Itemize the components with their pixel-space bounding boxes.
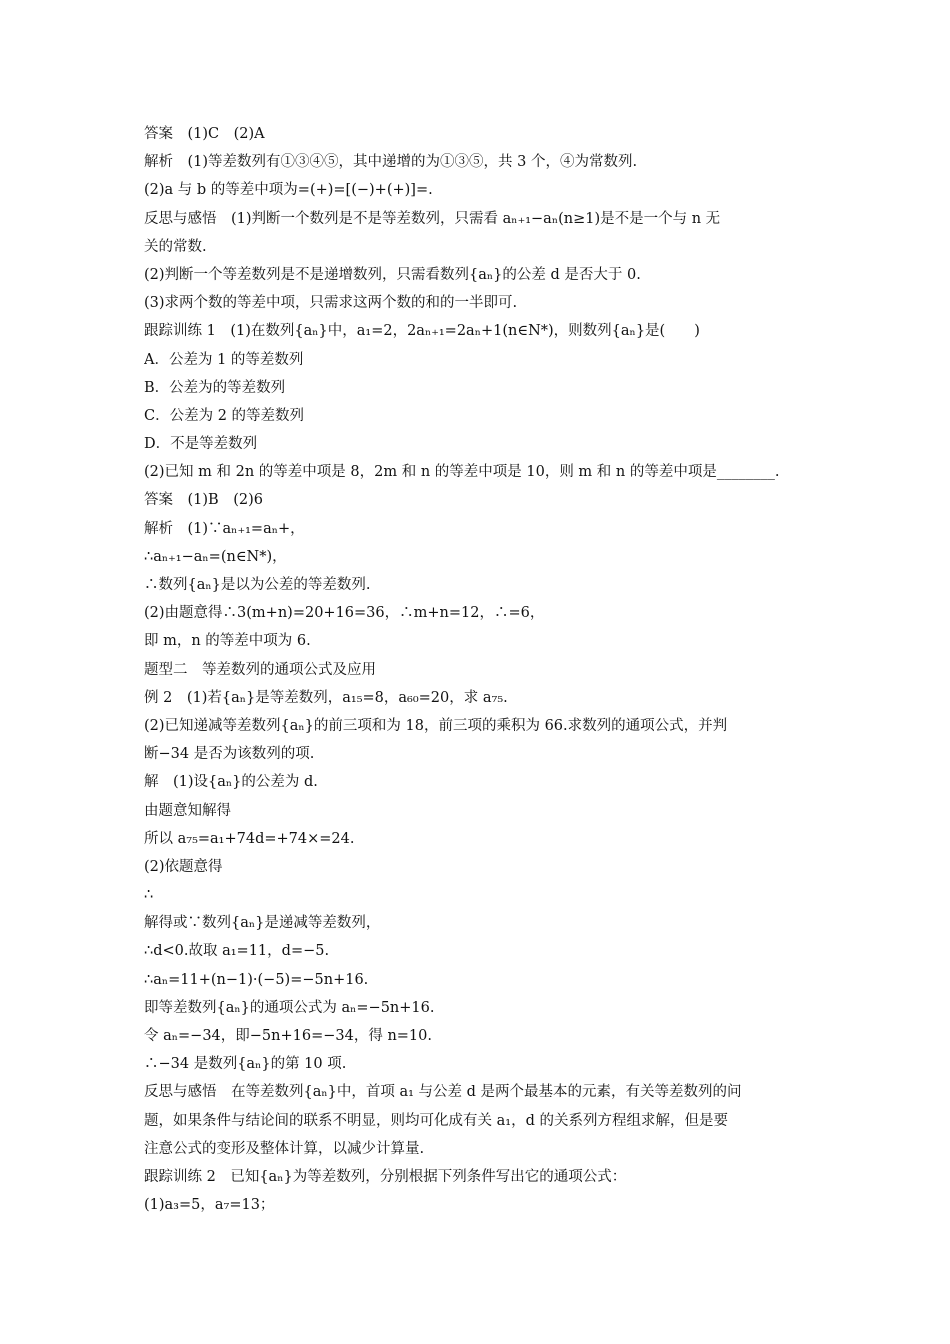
section-heading: 题型二 等差数列的通项公式及应用: [144, 661, 376, 678]
answer-line-1: 答案 (1)C (2)A: [144, 126, 265, 142]
example-2-line-3: 断−34 是否为该数列的项.: [144, 746, 315, 763]
solution-line-9: 即等差数列{aₙ}的通项公式为 aₙ=−5n+16.: [144, 999, 435, 1016]
example-2-line-2: (2)已知递减等差数列{aₙ}的前三项和为 18，前三项的乘积为 66.求数列的通项公式，并判: [144, 717, 728, 734]
document-body: [144, 120, 814, 1219]
reflection-line-1: 反思与感悟 (1)判断一个数列是不是等差数列，只需看 aₙ₊₁−aₙ(n≥1)是不是一个与 n 无: [144, 210, 721, 227]
reflection-line-4: (3)求两个数的等差中项，只需求这两个数的和的一半即可.: [144, 295, 518, 312]
solution-line-2: 由题意知解得: [144, 802, 231, 819]
exercise-2-line-1: 跟踪训练 2 已知{aₙ}为等差数列，分别根据下列条件写出它的通项公式：: [144, 1168, 627, 1185]
analysis-2-line-1: 解析 (1)∵aₙ₊₁=aₙ+，: [144, 520, 305, 537]
exercise-1-option-a: A．公差为 1 的等差数列: [144, 351, 304, 368]
solution-line-1: 解 (1)设{aₙ}的公差为 d.: [144, 774, 318, 791]
analysis-line-2: (2)a 与 b 的等差中项为=(+)=[(−)+(+)]=.: [144, 182, 433, 199]
solution-line-7: ∴d<0.故取 a₁=11，d=−5.: [144, 943, 330, 960]
answer-line-2: 答案 (1)B (2)6: [144, 492, 263, 509]
reflection-line-3: (2)判断一个等差数列是不是递增数列，只需看数列{aₙ}的公差 d 是否大于 0.: [144, 266, 641, 283]
analysis-line-1: 解析 (1)等差数列有①③④⑤，其中递增的为①③⑤，共 3 个，④为常数列.: [144, 154, 638, 171]
exercise-1-option-b: B．公差为的等差数列: [144, 379, 286, 396]
analysis-2-line-5: 即 m，n 的等差中项为 6.: [144, 633, 311, 650]
solution-line-5: ∴: [144, 887, 154, 904]
solution-line-11: ∴−34 是数列{aₙ}的第 10 项.: [144, 1056, 347, 1073]
analysis-2-line-3: ∴数列{aₙ}是以为公差的等差数列.: [144, 577, 371, 593]
exercise-2-line-2: (1)a₃=5，a₇=13；: [144, 1197, 275, 1214]
reflection-2-line-2: 题，如果条件与结论间的联系不明显，则均可化成有关 a₁，d 的关系列方程组求解，但是要: [144, 1112, 728, 1129]
solution-line-10: 令 aₙ=−34，即−5n+16=−34，得 n=10.: [144, 1028, 432, 1044]
exercise-1-question-2: (2)已知 m 和 2n 的等差中项是 8，2m 和 n 的等差中项是 10，则 m 和 n 的等差中项是________.: [144, 464, 780, 481]
analysis-2-line-4: (2)由题意得∴3(m+n)=20+16=36，∴m+n=12，∴=6，: [144, 605, 545, 622]
solution-line-6: 解得或∵数列{aₙ}是递减等差数列，: [144, 915, 381, 932]
exercise-1-option-c: C．公差为 2 的等差数列: [144, 407, 305, 424]
solution-line-8: ∴aₙ=11+(n−1)·(−5)=−5n+16.: [144, 971, 369, 988]
reflection-2-line-1: 反思与感悟 在等差数列{aₙ}中，首项 a₁ 与公差 d 是两个最基本的元素，有关等差数列的问: [144, 1084, 742, 1101]
solution-line-4: (2)依题意得: [144, 858, 223, 875]
reflection-2-line-3: 注意公式的变形及整体计算，以减少计算量.: [144, 1140, 425, 1157]
analysis-2-line-2: ∴aₙ₊₁−aₙ=(n∈N*)，: [144, 548, 287, 565]
exercise-1-option-d: D．不是等差数列: [144, 436, 258, 453]
example-2-line-1: 例 2 (1)若{aₙ}是等差数列，a₁₅=8，a₆₀=20，求 a₇₅.: [144, 689, 508, 706]
exercise-1-question: 跟踪训练 1 (1)在数列{aₙ}中，a₁=2，2aₙ₊₁=2aₙ+1(n∈N*)，则数列{aₙ}是( ): [144, 323, 700, 340]
solution-line-3: 所以 a₇₅=a₁+74d=+74×=24.: [144, 830, 355, 847]
reflection-line-2: 关的常数.: [144, 238, 207, 255]
